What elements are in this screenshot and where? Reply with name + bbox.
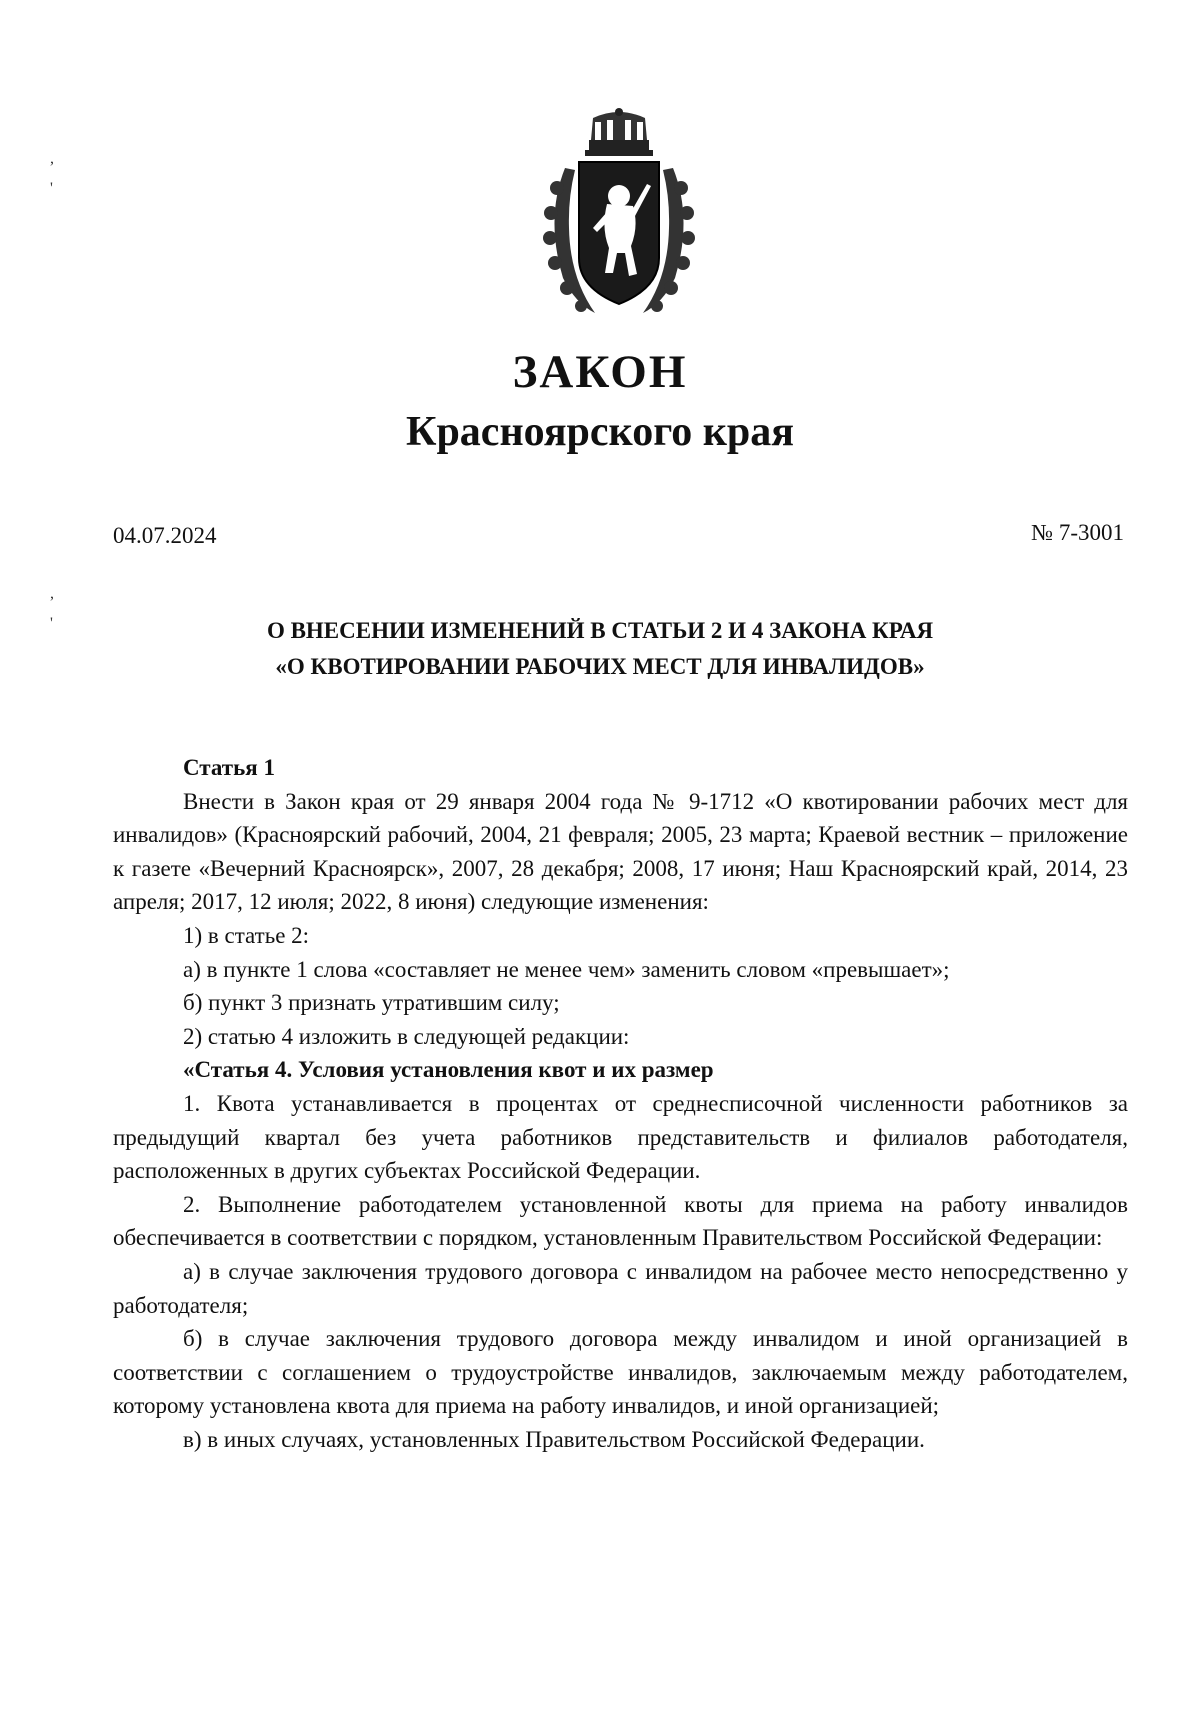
document-number: № 7-3001 bbox=[1031, 520, 1124, 545]
article-paragraph: а) в пункте 1 слова «составляет не менее чем» заменить словом «превышает»; bbox=[183, 956, 950, 982]
scan-mark: ' bbox=[50, 615, 53, 632]
crown-icon bbox=[585, 108, 653, 156]
scan-mark: , bbox=[50, 150, 54, 167]
document-subtitle: Красноярского края bbox=[405, 409, 795, 455]
article-paragraph: 1) в статье 2: bbox=[183, 922, 310, 948]
article-paragraph: 1. Квота устанавливается в процентах от среднесписочной численности работников за предыдущий квартал без учета работников представительств и филиалов работодателя, расположенных в других субъектах Российской Федерации. bbox=[113, 1090, 1128, 1184]
article-title: Статья 1 bbox=[183, 755, 275, 780]
law-heading-line2: «О КВОТИРОВАНИИ РАБОЧИХ МЕСТ ДЛЯ ИНВАЛИДОВ» bbox=[275, 654, 925, 679]
article-paragraph: 2) статью 4 изложить в следующей редакции: bbox=[183, 1023, 630, 1049]
article-paragraph: б) пункт 3 признать утратившим силу; bbox=[183, 990, 560, 1016]
article-paragraph: Внести в Закон края от 29 января 2004 года № 9-1712 «О квотировании рабочих мест для инвалидов» (Красноярский рабочий, 2004, 21 февраля; 2005, 23 марта; Краевой вестник – приложение к газете «Вечерний Красноярск», 2007, 28 декабря; 2008, 17 июня; Наш Красноярский край, 2014, 23 апреля; 2017, 12 июля; 2022, 8 июня) следующие изменения: bbox=[113, 788, 1128, 915]
article4-title: «Статья 4. Условия установления квот и их размер bbox=[183, 1057, 714, 1083]
document-body bbox=[113, 751, 1128, 1456]
article-paragraph: а) в случае заключения трудового договора с инвалидом на рабочее место непосредственно у работодателя; bbox=[113, 1258, 1128, 1318]
document-date: 04.07.2024 bbox=[113, 523, 217, 548]
document-title: ЗАКОН bbox=[512, 346, 688, 398]
scan-mark: ' bbox=[50, 180, 53, 197]
scan-mark: , bbox=[50, 585, 54, 602]
article-paragraph: б) в случае заключения трудового договора между инвалидом и иной организацией в соответствии с соглашением о трудоустройстве инвалидов, заключаемым между работодателем, которому установлена квота для приема на работу инвалидов, и иной организацией; bbox=[113, 1326, 1128, 1419]
coat-of-arms-emblem bbox=[535, 108, 703, 322]
article-paragraph: в) в иных случаях, установленных Правительством Российской Федерации. bbox=[183, 1426, 925, 1452]
law-heading-line1: О ВНЕСЕНИИ ИЗМЕНЕНИЙ В СТАТЬИ 2 И 4 ЗАКОНА КРАЯ bbox=[266, 618, 934, 643]
article-paragraph: 2. Выполнение работодателем установленной квоты для приема на работу инвалидов обеспечивается в соответствии с порядком, установленным Правительством Российской Федерации: bbox=[113, 1191, 1128, 1251]
